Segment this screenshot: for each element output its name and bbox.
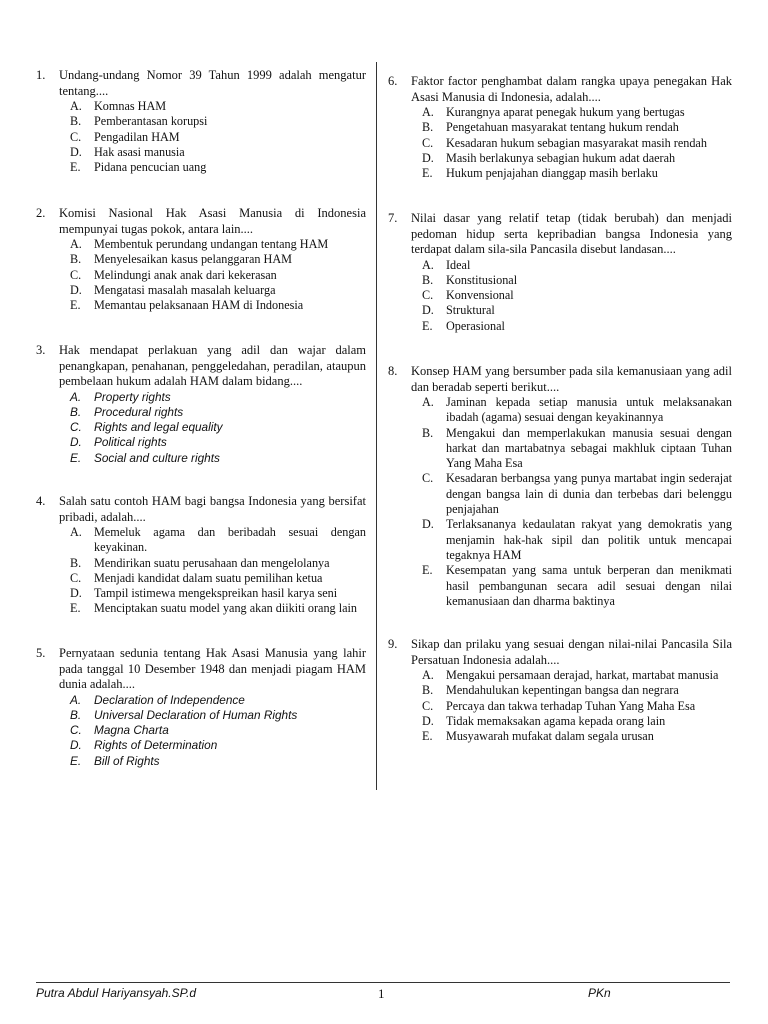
option-c <box>70 420 366 435</box>
option-letter: C. <box>70 129 82 144</box>
option-letter: A. <box>422 257 434 272</box>
option-text: Hak asasi manusia <box>94 144 185 159</box>
option-text: Mengatasi masalah masalah keluarga <box>94 282 276 297</box>
option-text: Mendahulukan kepentingan bangsa dan negrara <box>446 683 679 698</box>
question-number: 8. <box>388 364 398 378</box>
option-text: Pengetahuan masyarakat tentang hukum rendah <box>446 120 679 135</box>
option-text: Mendirikan suatu perusahaan dan mengelolanya <box>94 555 330 570</box>
option-letter: B. <box>70 252 82 267</box>
question-number: 3. <box>36 343 46 357</box>
option-letter: B. <box>422 272 434 287</box>
question-text: Pernyataan sedunia tentang Hak Asasi Manusia yang lahir pada tanggal 10 Desember 1948 dan menjadi piagam HAM dunia adalah.... <box>59 646 366 691</box>
option-text: Ideal <box>446 257 471 272</box>
question-number: 5. <box>36 646 46 660</box>
option-text: Pemberantasan korupsi <box>94 114 208 129</box>
option-b <box>70 556 366 571</box>
option-e <box>422 729 732 744</box>
option-letter: D. <box>70 144 82 159</box>
answer-options <box>422 668 732 744</box>
question-4 <box>36 494 366 617</box>
option-letter: E. <box>422 563 433 578</box>
question-6 <box>388 74 732 181</box>
option-b <box>422 683 732 698</box>
option-b <box>70 708 366 723</box>
option-text: Property rights <box>94 389 171 404</box>
option-a <box>422 258 732 273</box>
option-a <box>70 99 366 114</box>
option-text: Konstitusional <box>446 272 518 287</box>
option-letter: A. <box>70 99 82 113</box>
option-text: Struktural <box>446 303 495 318</box>
option-letter: A. <box>422 105 434 119</box>
option-letter: B. <box>70 404 82 419</box>
option-text: Menciptakan suatu model yang akan diikiti orang lain <box>94 601 357 616</box>
question-1 <box>36 68 366 175</box>
question-number: 1. <box>36 68 46 82</box>
option-letter: C. <box>70 570 82 585</box>
option-letter: D. <box>422 150 434 165</box>
option-text: Percaya dan takwa terhadap Tuhan Yang Maha Esa <box>446 698 696 713</box>
option-letter: E. <box>70 753 82 768</box>
answer-options <box>70 390 366 466</box>
option-e <box>422 563 732 609</box>
option-d <box>422 303 732 318</box>
option-text: Melindungi anak anak dari kekerasan <box>94 267 277 282</box>
option-text: Pidana pencucian uang <box>94 160 207 175</box>
option-text: Komnas HAM <box>94 99 167 113</box>
option-text: Menjadi kandidat dalam suatu pemilihan ketua <box>94 570 323 585</box>
column-divider <box>376 62 377 790</box>
option-a <box>70 525 366 556</box>
option-letter: E. <box>70 160 81 175</box>
option-d <box>70 283 366 298</box>
question-8 <box>388 364 732 609</box>
option-letter: E. <box>422 729 433 744</box>
option-b <box>422 426 732 472</box>
question-number: 4. <box>36 494 46 508</box>
answer-options <box>422 258 732 334</box>
option-letter: A. <box>70 237 82 251</box>
option-text: Hukum penjajahan dianggap masih berlaku <box>446 166 658 181</box>
option-c <box>70 723 366 738</box>
question-text: Salah satu contoh HAM bagi bangsa Indonesia yang bersifat pribadi, adalah.... <box>59 494 366 524</box>
option-text: Procedural rights <box>94 404 184 419</box>
option-text: Konvensional <box>446 288 514 303</box>
answer-options <box>422 105 732 181</box>
footer-author: Putra Abdul Hariyansyah.SP.d <box>36 986 197 1000</box>
question-number: 6. <box>388 74 398 88</box>
page-number: 1 <box>378 986 385 1001</box>
option-text: Masih berlakunya sebagian hukum adat daerah <box>446 150 676 165</box>
question-text: Konsep HAM yang bersumber pada sila kemanusiaan yang adil dan beradab seperti berikut.... <box>411 364 732 394</box>
question-text: Sikap dan prilaku yang sesuai dengan nilai-nilai Pancasila Sila Persatuan Indonesia adalah.... <box>411 637 732 667</box>
option-text: Political rights <box>94 435 167 450</box>
question-5 <box>36 646 366 769</box>
question-number: 7. <box>388 211 398 225</box>
option-text: Tampil istimewa mengekspreikan hasil karya seni <box>94 586 338 601</box>
option-text: Menyelesaikan kasus pelanggaran HAM <box>94 252 292 267</box>
question-text: Hak mendapat perlakuan yang adil dan wajar dalam penangkapan, penahanan, penggeledahan, peradilan, ataupun pembelaan hukum adalah HAM dalam bidang.... <box>59 343 366 388</box>
option-text: Declaration of Independence <box>94 692 245 707</box>
answer-options <box>70 99 366 175</box>
option-e <box>70 298 366 313</box>
option-text: Mengakui persamaan derajad, harkat, martabat manusia <box>446 668 719 682</box>
option-text: Musyawarah mufakat dalam segala urusan <box>446 729 654 744</box>
option-text: Magna Charta <box>94 723 169 738</box>
option-b <box>70 114 366 129</box>
answer-options <box>70 525 366 617</box>
option-text: Universal Declaration of Human Rights <box>94 707 298 722</box>
option-letter: C. <box>422 471 434 486</box>
option-letter: B. <box>70 707 82 722</box>
option-letter: A. <box>422 395 434 409</box>
option-e <box>422 319 732 334</box>
question-9 <box>388 637 732 744</box>
option-letter: C. <box>422 135 434 150</box>
option-letter: D. <box>422 517 434 532</box>
option-a <box>70 237 366 252</box>
option-letter: B. <box>422 120 434 135</box>
option-letter: B. <box>70 114 82 129</box>
option-letter: E. <box>422 318 433 333</box>
option-d <box>70 738 366 753</box>
option-letter: D. <box>70 282 82 297</box>
option-e <box>70 451 366 466</box>
option-letter: E. <box>422 166 433 181</box>
option-d <box>422 517 732 563</box>
option-letter: D. <box>70 435 82 450</box>
option-b <box>422 120 732 135</box>
option-c <box>422 136 732 151</box>
option-text: Tidak memaksakan agama kepada orang lain <box>446 713 666 728</box>
question-3 <box>36 343 366 466</box>
option-c <box>70 268 366 283</box>
option-d <box>70 586 366 601</box>
option-letter: D. <box>422 303 434 318</box>
option-text: Rights of Determination <box>94 738 218 753</box>
option-d <box>70 145 366 160</box>
option-text: Membentuk perundang undangan tentang HAM <box>94 237 329 251</box>
option-letter: B. <box>422 425 434 440</box>
option-letter: C. <box>70 267 82 282</box>
footer-subject: PKn <box>588 986 611 1000</box>
option-text: Pengadilan HAM <box>94 129 180 144</box>
option-text: Memeluk agama dan beribadah sesuai dengan keyakinan. <box>94 525 366 555</box>
option-text: Kurangnya aparat penegak hukum yang bertugas <box>446 105 685 119</box>
option-text: Memantau pelaksanaan HAM di Indonesia <box>94 298 304 313</box>
option-letter: A. <box>70 692 82 707</box>
option-c <box>70 571 366 586</box>
option-a <box>422 105 732 120</box>
option-d <box>422 151 732 166</box>
option-c <box>70 130 366 145</box>
option-letter: A. <box>70 389 82 404</box>
question-text: Nilai dasar yang relatif tetap (tidak berubah) dan menjadi pedoman hidup serta kepribadian bangsa Indonesia yang terdapat dalam sila-sila Pancasila disebut landasan.... <box>411 211 732 256</box>
option-d <box>422 714 732 729</box>
option-e <box>70 601 366 616</box>
footer-divider <box>36 982 730 983</box>
option-text: Bill of Rights <box>94 753 160 768</box>
option-text: Operasional <box>446 318 505 333</box>
option-letter: E. <box>70 298 81 313</box>
option-b <box>70 252 366 267</box>
option-letter: C. <box>70 420 82 435</box>
option-text: Kesadaran hukum sebagian masyarakat masih rendah <box>446 135 707 150</box>
option-letter: D. <box>422 713 434 728</box>
option-letter: C. <box>422 288 434 303</box>
question-number: 9. <box>388 637 398 651</box>
option-letter: E. <box>70 601 81 616</box>
option-text: Terlaksananya kedaulatan rakyat yang demokratis yang menjamin hak-hak sipil dan politik untuk mencapai tegaknya HAM <box>446 517 732 562</box>
option-a <box>422 395 732 426</box>
question-7 <box>388 211 732 334</box>
question-number: 2. <box>36 206 46 220</box>
option-letter: E. <box>70 450 82 465</box>
option-a <box>422 668 732 683</box>
option-letter: D. <box>70 586 82 601</box>
option-letter: B. <box>70 555 82 570</box>
option-e <box>70 160 366 175</box>
option-letter: A. <box>70 525 82 539</box>
option-d <box>70 435 366 450</box>
option-e <box>422 166 732 181</box>
option-b <box>422 273 732 288</box>
answer-options <box>422 395 732 609</box>
question-text: Komisi Nasional Hak Asasi Manusia di Indonesia mempunyai tugas pokok, antara lain.... <box>59 206 366 236</box>
option-letter: C. <box>422 698 434 713</box>
option-c <box>422 471 732 517</box>
question-text: Faktor factor penghambat dalam rangka upaya penegakan Hak Asasi Manusia di Indonesia, adalah.... <box>411 74 732 104</box>
option-b <box>70 405 366 420</box>
answer-options <box>70 693 366 769</box>
option-text: Kesadaran berbangsa yang punya martabat ingin sederajat dengan bangsa lain di dunia dan terbebas dari belenggu penjajahan <box>446 471 732 517</box>
option-text: Rights and legal equality <box>94 420 223 435</box>
option-e <box>70 754 366 769</box>
option-letter: B. <box>422 683 434 698</box>
option-c <box>422 288 732 303</box>
option-text: Social and culture rights <box>94 450 220 465</box>
option-text: Mengakui dan memperlakukan manusia sesuai dengan harkat dan martabatnya sebagai makhluk ciptaan Tuhan Yang Maha Esa <box>446 425 732 471</box>
option-text: Jaminan kepada setiap manusia untuk melaksanakan ibadah (agama) sesuai dengan keyakinannya <box>446 395 732 425</box>
option-letter: D. <box>70 738 82 753</box>
option-c <box>422 699 732 714</box>
answer-options <box>70 237 366 313</box>
question-text: Undang-undang Nomor 39 Tahun 1999 adalah mengatur tentang.... <box>59 68 366 98</box>
option-a <box>70 390 366 405</box>
option-letter: A. <box>422 668 434 682</box>
option-text: Kesempatan yang sama untuk berperan dan menikmati hasil pembangunan secara adil sesuai dengan nilai kemanusiaan dan dharma baktinya <box>446 563 732 608</box>
option-a <box>70 693 366 708</box>
question-2 <box>36 206 366 313</box>
option-letter: C. <box>70 723 82 738</box>
